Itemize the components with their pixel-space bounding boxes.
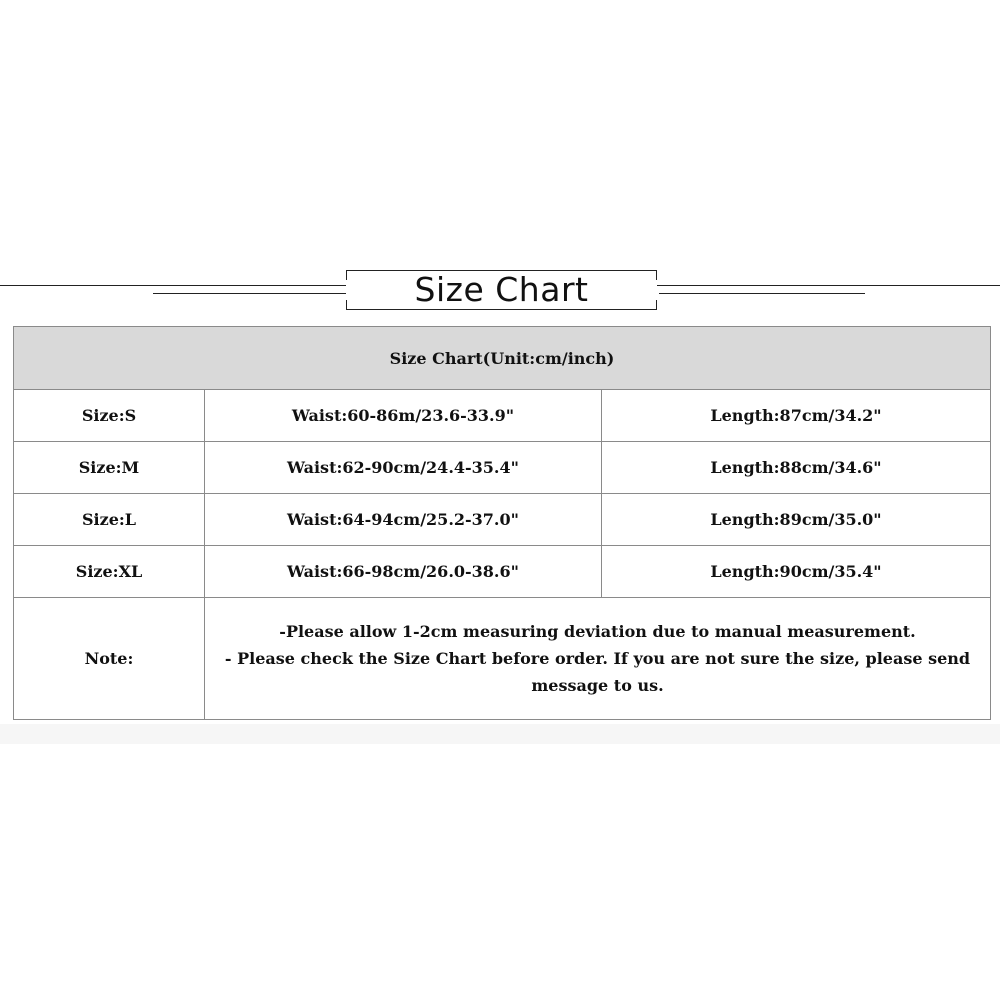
note-label: Note: xyxy=(14,598,205,720)
waist-cell: Waist:64-94cm/25.2-37.0" xyxy=(205,494,602,546)
size-cell: Size:S xyxy=(14,390,205,442)
length-cell: Length:90cm/35.4" xyxy=(602,546,991,598)
table-row xyxy=(14,442,991,494)
waist-cell: Waist:66-98cm/26.0-38.6" xyxy=(205,546,602,598)
table-header: Size Chart(Unit:cm/inch) xyxy=(14,327,991,390)
size-cell: Size:XL xyxy=(14,546,205,598)
size-chart-table xyxy=(13,326,991,720)
table-row xyxy=(14,390,991,442)
table-row xyxy=(14,546,991,598)
note-line-1: -Please allow 1-2cm measuring deviation due to manual measurement. xyxy=(279,622,916,641)
page-title: Size Chart xyxy=(414,270,589,309)
size-cell: Size:L xyxy=(14,494,205,546)
waist-cell: Waist:60-86m/23.6-33.9" xyxy=(205,390,602,442)
size-cell: Size:M xyxy=(14,442,205,494)
banner-divider-right xyxy=(659,293,865,294)
banner-title-box xyxy=(346,270,657,310)
table-header-row xyxy=(14,327,991,390)
note-line-2: - Please check the Size Chart before order. If you are not sure the size, please send message to us. xyxy=(224,649,971,695)
table-row xyxy=(14,494,991,546)
length-cell: Length:88cm/34.6" xyxy=(602,442,991,494)
bottom-band xyxy=(0,724,1000,744)
size-chart-banner xyxy=(0,268,1000,312)
banner-divider-left xyxy=(153,293,346,294)
length-cell: Length:89cm/35.0" xyxy=(602,494,991,546)
note-row xyxy=(14,598,991,720)
waist-cell: Waist:62-90cm/24.4-35.4" xyxy=(205,442,602,494)
note-content xyxy=(205,598,991,720)
length-cell: Length:87cm/34.2" xyxy=(602,390,991,442)
